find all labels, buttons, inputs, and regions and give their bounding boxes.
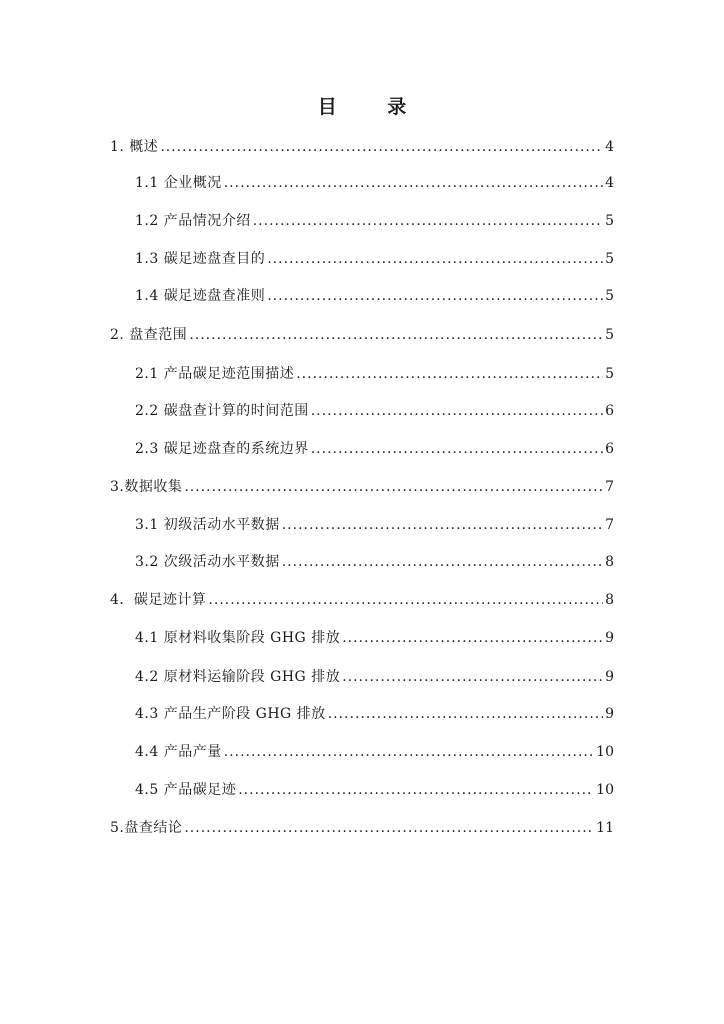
toc-entry-label: 1.3 碳足迹盘查目的 <box>135 251 266 267</box>
toc-entry-label: 2.2 碳盘查计算的时间范围 <box>135 403 309 419</box>
toc-entry[interactable] <box>110 325 614 345</box>
toc-dot-leader <box>311 439 603 459</box>
toc-dot-leader <box>342 628 603 648</box>
toc-dot-leader <box>296 364 603 384</box>
toc-page-number: 9 <box>605 706 614 722</box>
toc-entry-label: 3.1 初级活动水平数据 <box>135 517 280 533</box>
toc-dot-leader <box>238 780 594 800</box>
toc-page-number: 5 <box>605 366 614 382</box>
toc-entry[interactable] <box>110 137 614 157</box>
toc-entry[interactable] <box>135 704 614 724</box>
toc-entry[interactable] <box>135 515 614 535</box>
toc-entry[interactable] <box>135 401 614 421</box>
toc-page-number: 7 <box>605 517 614 533</box>
toc-dot-leader <box>328 704 603 724</box>
toc-entry[interactable] <box>135 667 614 687</box>
toc-entry-label: 3.2 次级活动水平数据 <box>135 554 280 570</box>
toc-entry-label: 1. 概述 <box>110 139 159 155</box>
toc-entry[interactable] <box>135 364 614 384</box>
toc-entry-label: 1.1 企业概况 <box>135 175 222 191</box>
toc-dot-leader <box>267 249 603 269</box>
toc-title: 目 录 <box>317 96 429 118</box>
toc-entry[interactable] <box>135 249 614 269</box>
toc-dot-leader <box>184 818 594 838</box>
toc-dot-leader <box>208 590 603 610</box>
toc-dot-leader <box>224 173 603 193</box>
toc-dot-leader <box>267 286 603 306</box>
toc-dot-leader <box>253 211 603 231</box>
toc-entry-label: 4.1 原材料收集阶段 GHG 排放 <box>135 630 341 646</box>
toc-page-number: 5 <box>605 288 614 304</box>
toc-page-number: 5 <box>605 251 614 267</box>
toc-entry-label: 1.2 产品情况介绍 <box>135 213 251 229</box>
toc-entry-label: 4.4 产品产量 <box>135 744 222 760</box>
toc-entry[interactable] <box>135 439 614 459</box>
toc-dot-leader <box>224 742 594 762</box>
toc-entry-label: 2.3 碳足迹盘查的系统边界 <box>135 441 309 457</box>
toc-entry[interactable] <box>110 590 614 610</box>
toc-dot-leader <box>160 137 603 157</box>
toc-page-number: 10 <box>596 744 614 760</box>
toc-dot-leader <box>189 325 603 345</box>
toc-page-number: 5 <box>605 213 614 229</box>
toc-dot-leader <box>311 401 603 421</box>
toc-page-number: 6 <box>605 403 614 419</box>
toc-page-number: 8 <box>605 592 614 608</box>
toc-entry-label: 4．碳足迹计算 <box>110 592 207 608</box>
toc-page-number: 4 <box>605 139 614 155</box>
toc-page-number: 8 <box>605 554 614 570</box>
toc-entry[interactable] <box>135 780 614 800</box>
toc-page-number: 5 <box>605 327 614 343</box>
toc-entry[interactable] <box>135 628 614 648</box>
toc-entry-label: 4.3 产品生产阶段 GHG 排放 <box>135 706 326 722</box>
toc-entry[interactable] <box>135 552 614 572</box>
toc-page-number: 11 <box>596 820 614 836</box>
toc-entry[interactable] <box>110 818 614 838</box>
toc-page-number: 4 <box>605 175 614 191</box>
toc-page-number: 10 <box>596 782 614 798</box>
toc-dot-leader <box>282 515 603 535</box>
toc-dot-leader <box>184 477 603 497</box>
toc-page-number: 9 <box>605 669 614 685</box>
toc-entry[interactable] <box>135 742 614 762</box>
toc-entry-label: 3.数据收集 <box>110 479 183 495</box>
toc-page-number: 9 <box>605 630 614 646</box>
toc-entry-label: 2.1 产品碳足迹范围描述 <box>135 366 295 382</box>
toc-dot-leader <box>342 667 603 687</box>
toc-page-number: 7 <box>605 479 614 495</box>
toc-entry[interactable] <box>135 173 614 193</box>
toc-entry[interactable] <box>135 286 614 306</box>
toc-entry-label: 5.盘查结论 <box>110 820 183 836</box>
toc-entry-label: 1.4 碳足迹盘查准则 <box>135 288 266 304</box>
toc-page-number: 6 <box>605 441 614 457</box>
toc-entry-label: 4.5 产品碳足迹 <box>135 782 237 798</box>
toc-entry[interactable] <box>135 211 614 231</box>
toc-entry-label: 2. 盘查范围 <box>110 327 188 343</box>
toc-dot-leader <box>282 552 603 572</box>
toc-entry-label: 4.2 原材料运输阶段 GHG 排放 <box>135 669 341 685</box>
toc-entry[interactable] <box>110 477 614 497</box>
